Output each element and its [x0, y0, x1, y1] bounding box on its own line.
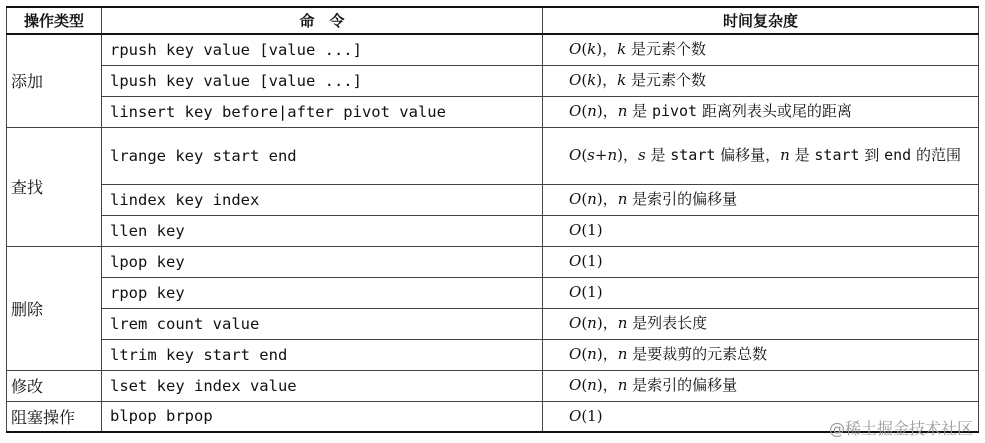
complexity-cell: O(1) [543, 246, 979, 277]
command-cell: lrem count value [102, 308, 543, 339]
table-row [7, 184, 979, 215]
command-cell: rpush key value [value ...] [102, 34, 543, 65]
complexity-cell: O(n)，n 是索引的偏移量 [543, 184, 979, 215]
command-cell: lpop key [102, 246, 543, 277]
table-row [7, 308, 979, 339]
table-row [7, 65, 979, 96]
command-cell: lrange key start end [102, 127, 543, 184]
table-row [7, 370, 979, 401]
operation-type-cell: 阻塞操作 [7, 401, 102, 432]
complexity-cell: O(1) [543, 215, 979, 246]
operation-type-cell: 查找 [7, 127, 102, 246]
table-row [7, 277, 979, 308]
complexity-cell: O(n)，n 是要裁剪的元素总数 [543, 339, 979, 370]
complexity-cell: O(n)，n 是索引的偏移量 [543, 370, 979, 401]
command-cell: linsert key before|after pivot value [102, 96, 543, 127]
complexity-cell: O(n)，n 是列表长度 [543, 308, 979, 339]
header-row [7, 7, 979, 34]
command-cell: llen key [102, 215, 543, 246]
table-body [7, 34, 979, 432]
table-row [7, 96, 979, 127]
command-cell: lset key index value [102, 370, 543, 401]
table-row [7, 339, 979, 370]
command-cell: rpop key [102, 277, 543, 308]
table-row [7, 246, 979, 277]
command-cell: lpush key value [value ...] [102, 65, 543, 96]
header-type: 操作类型 [7, 7, 102, 34]
command-cell: lindex key index [102, 184, 543, 215]
complexity-cell: O(1) [543, 401, 979, 432]
complexity-cell: O(k)，k 是元素个数 [543, 65, 979, 96]
complexity-table [6, 6, 979, 433]
table-row [7, 215, 979, 246]
header-complexity: 时间复杂度 [543, 7, 979, 34]
operation-type-cell: 添加 [7, 34, 102, 127]
table-row [7, 34, 979, 65]
command-cell: blpop brpop [102, 401, 543, 432]
table-row [7, 127, 979, 184]
complexity-cell: O(s+n)，s 是 start 偏移量，n 是 start 到 end 的范围 [543, 127, 979, 184]
complexity-cell: O(n)，n 是 pivot 距离列表头或尾的距离 [543, 96, 979, 127]
command-cell: ltrim key start end [102, 339, 543, 370]
operation-type-cell: 删除 [7, 246, 102, 370]
watermark: @稀土掘金技术社区 [828, 419, 973, 438]
complexity-cell: O(1) [543, 277, 979, 308]
complexity-cell: O(k)，k 是元素个数 [543, 34, 979, 65]
operation-type-cell: 修改 [7, 370, 102, 401]
header-command: 命 令 [102, 7, 543, 34]
